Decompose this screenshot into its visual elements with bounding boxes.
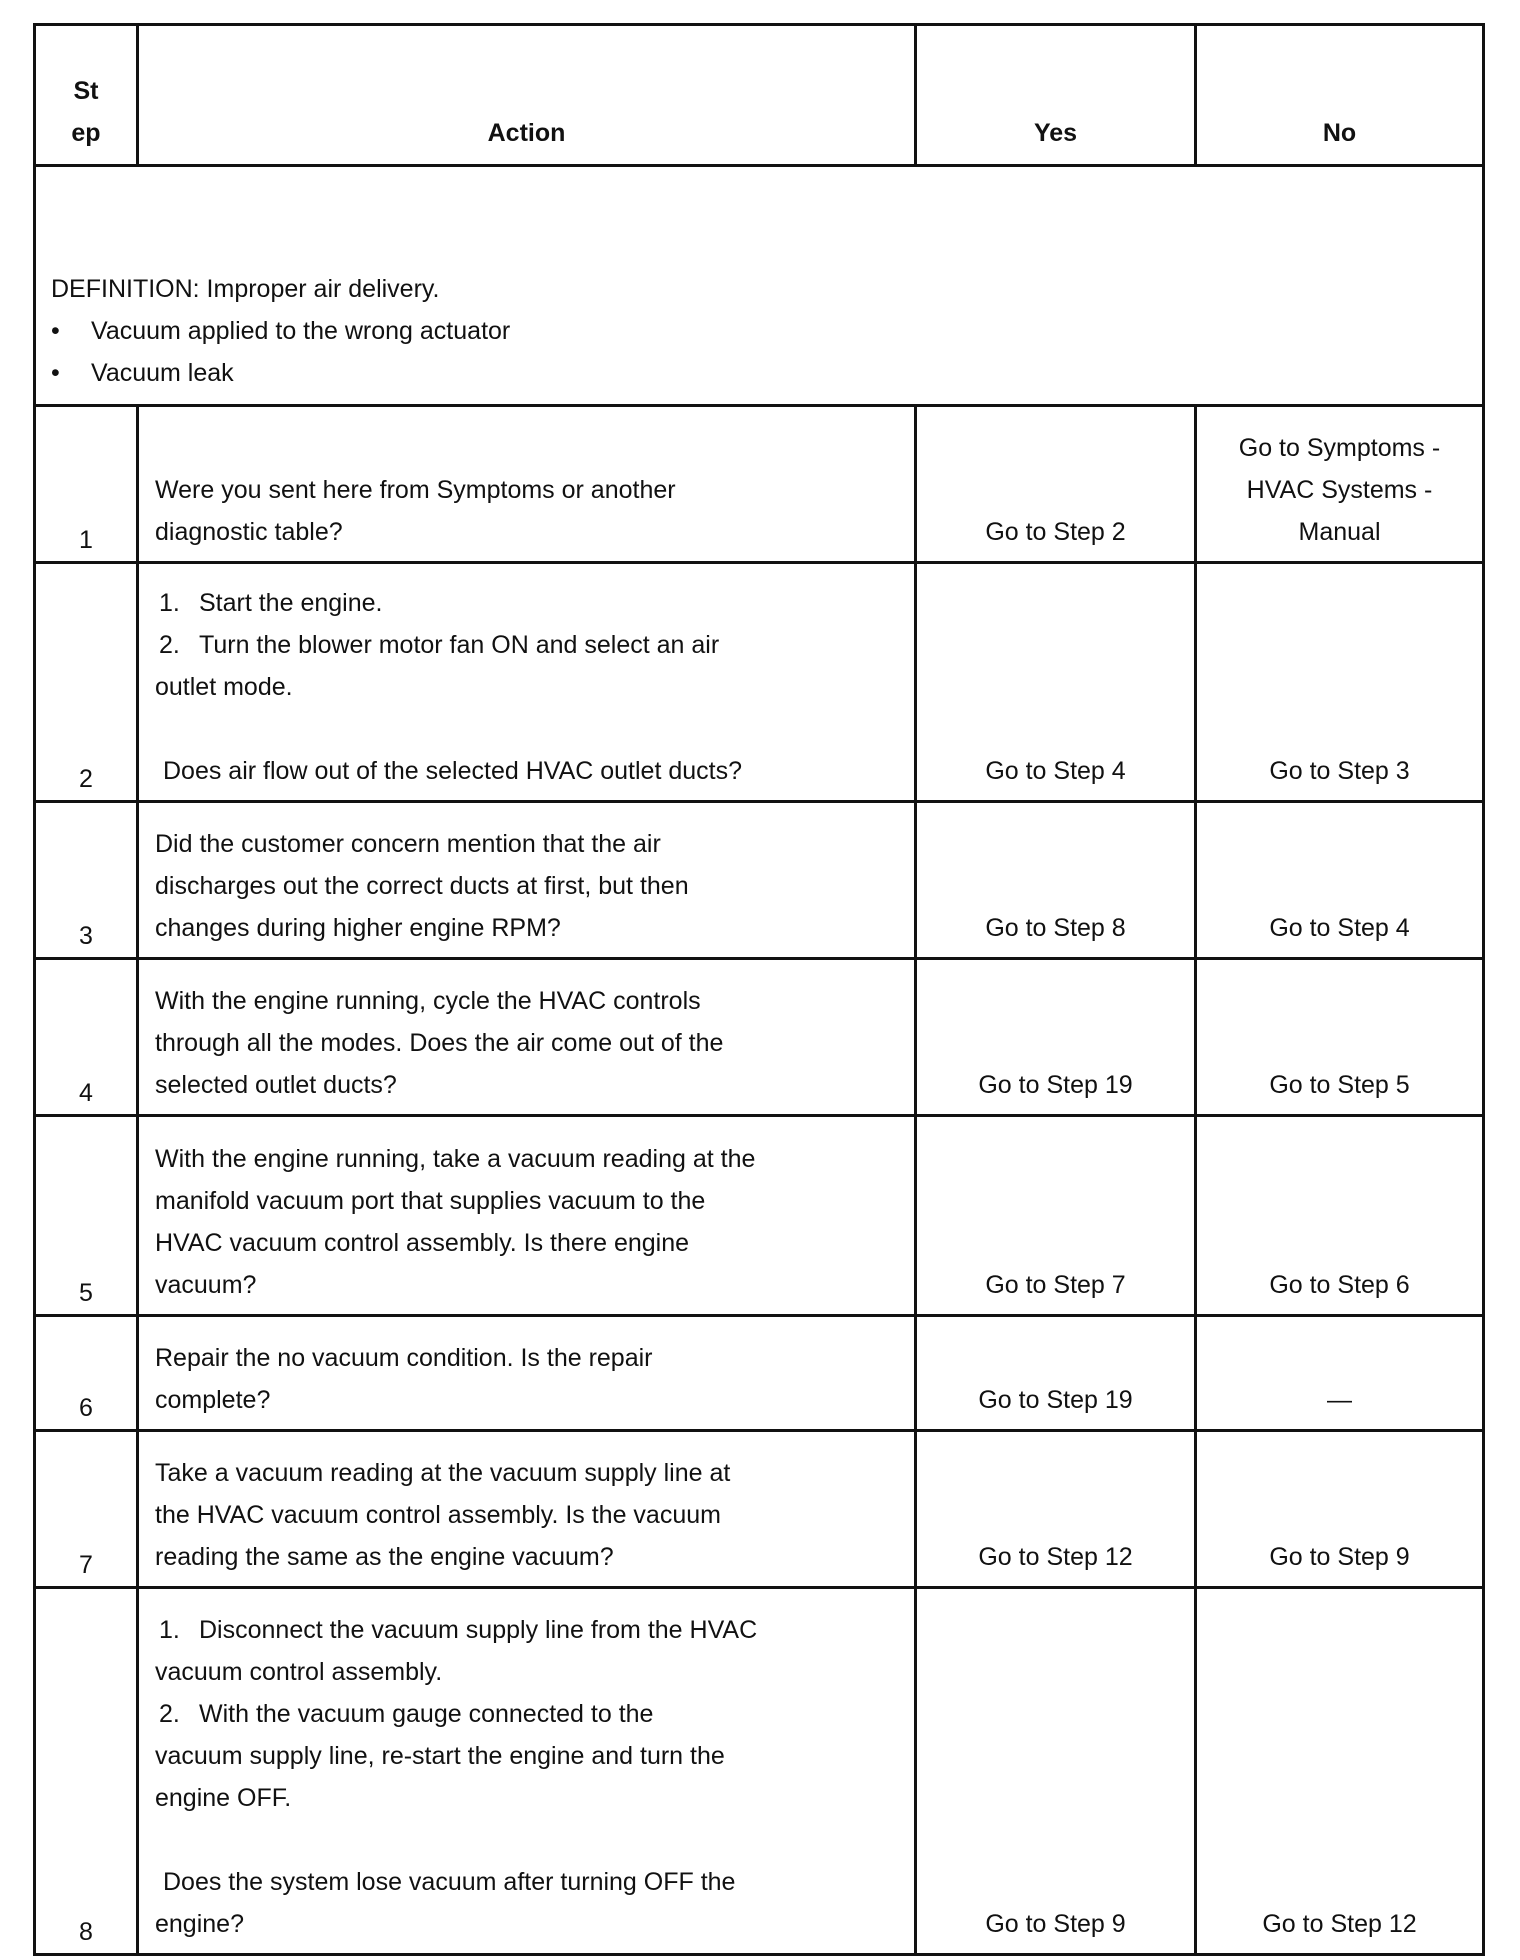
step-number: 8	[35, 1588, 138, 1955]
no-cell: Go to Step 3	[1196, 563, 1484, 802]
no-header: No	[1196, 25, 1484, 166]
table-row	[35, 802, 1484, 959]
question: Does the system lose vacuum after turning OFF the	[163, 1868, 736, 1896]
step-header-line1: St	[73, 77, 99, 105]
yes-header: Yes	[916, 25, 1196, 166]
yes-cell: Go to Step 9	[916, 1588, 1196, 1955]
yes-cell: Go to Step 8	[916, 802, 1196, 959]
step-header	[35, 25, 138, 166]
action-cell: With the engine running, cycle the HVAC controls through all the modes. Does the air come out of the selected outlet ducts?	[138, 959, 916, 1116]
yes-cell: Go to Step 19	[916, 959, 1196, 1116]
yes-cell: Go to Step 7	[916, 1116, 1196, 1316]
no-cell: Go to Symptoms - HVAC Systems - Manual	[1196, 406, 1484, 563]
question: Does air flow out of the selected HVAC outlet ducts?	[163, 757, 743, 785]
definition-row	[35, 166, 1484, 406]
action-cell: Take a vacuum reading at the vacuum supply line at the HVAC vacuum control assembly. Is the vacuum reading the same as the engine vacuum?	[138, 1431, 916, 1588]
table-row	[35, 406, 1484, 563]
diagnostic-table	[33, 23, 1485, 1956]
table-row	[35, 1316, 1484, 1431]
yes-cell: Go to Step 12	[916, 1431, 1196, 1588]
step-number: 3	[35, 802, 138, 959]
no-cell: Go to Step 6	[1196, 1116, 1484, 1316]
definition-bullet: • Vacuum leak	[51, 359, 234, 387]
action-cell: 1. Start the engine. 2. Turn the blower motor fan ON and select an air outlet mode. Does air flow out of the selected HVAC outlet ducts?	[138, 563, 916, 802]
action-cell: Did the customer concern mention that the air discharges out the correct ducts at first, but then changes during higher engine RPM?	[138, 802, 916, 959]
table-row	[35, 959, 1484, 1116]
no-cell: Go to Step 5	[1196, 959, 1484, 1116]
table-row	[35, 563, 1484, 802]
definition-bullet: • Vacuum applied to the wrong actuator	[51, 317, 511, 345]
action-cell: 1. Disconnect the vacuum supply line from the HVAC vacuum control assembly. 2. With the vacuum gauge connected to the vacuum supply line, re-start the engine and turn the engine OFF. Does the system lose vacuum after turning OFF the engine?	[138, 1588, 916, 1955]
step-number: 6	[35, 1316, 138, 1431]
yes-cell: Go to Step 19	[916, 1316, 1196, 1431]
table-row	[35, 1588, 1484, 1955]
action-cell: Were you sent here from Symptoms or another diagnostic table?	[138, 406, 916, 563]
step-number: 7	[35, 1431, 138, 1588]
step-number: 4	[35, 959, 138, 1116]
table-row	[35, 1116, 1484, 1316]
no-cell: —	[1196, 1316, 1484, 1431]
list-item: 2. Turn the blower motor fan ON and select an air	[159, 631, 720, 659]
action-header: Action	[138, 25, 916, 166]
list-item: 2. With the vacuum gauge connected to the	[159, 1700, 654, 1728]
header-row	[35, 25, 1484, 166]
yes-cell: Go to Step 2	[916, 406, 1196, 563]
list-item: 1. Disconnect the vacuum supply line from the HVAC	[159, 1616, 758, 1644]
definition-cell	[35, 166, 1484, 406]
no-cell: Go to Step 9	[1196, 1431, 1484, 1588]
step-number: 1	[35, 406, 138, 563]
yes-cell: Go to Step 4	[916, 563, 1196, 802]
step-number: 5	[35, 1116, 138, 1316]
step-number: 2	[35, 563, 138, 802]
list-item: 1. Start the engine.	[159, 589, 383, 617]
no-cell: Go to Step 4	[1196, 802, 1484, 959]
step-header-line2: ep	[71, 119, 101, 147]
action-cell: Repair the no vacuum condition. Is the repair complete?	[138, 1316, 916, 1431]
definition-title: DEFINITION: Improper air delivery.	[51, 275, 440, 303]
table-row	[35, 1431, 1484, 1588]
no-cell: Go to Step 12	[1196, 1588, 1484, 1955]
action-cell: With the engine running, take a vacuum reading at the manifold vacuum port that supplies vacuum to the HVAC vacuum control assembly. Is there engine vacuum?	[138, 1116, 916, 1316]
